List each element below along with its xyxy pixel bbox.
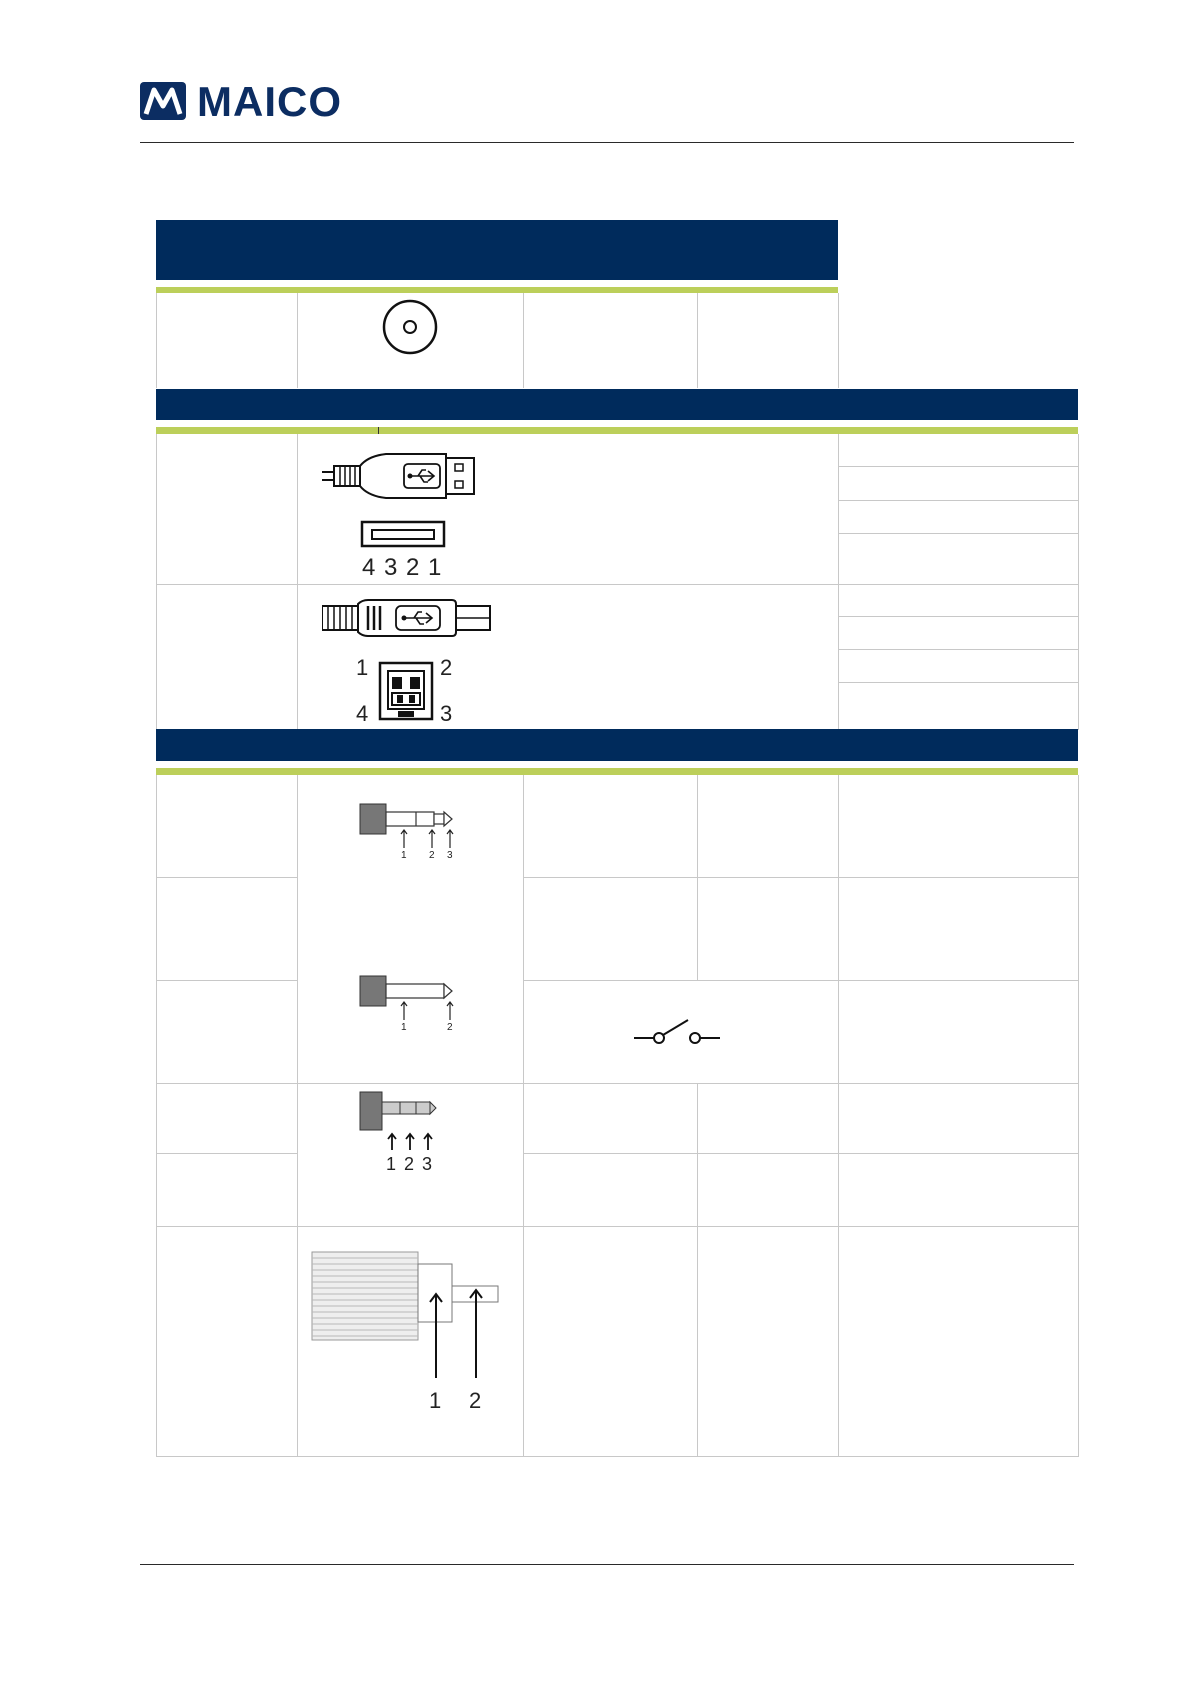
power-table xyxy=(156,293,839,388)
stereo-jack-pin-1: 1 xyxy=(401,850,407,858)
usb-a-pin-3: 3 xyxy=(384,554,398,581)
mono-jack-pin-2: 2 xyxy=(447,1022,453,1030)
usb-b-pin-1: 1 xyxy=(356,655,369,680)
usb-a-receptacle-icon xyxy=(360,520,448,582)
switch-symbol-icon xyxy=(632,1010,722,1050)
mini-jack-pin-3: 3 xyxy=(422,1154,433,1174)
coax-pin-1: 1 xyxy=(429,1388,442,1413)
section-header-jacks xyxy=(156,729,1078,761)
mini-jack-pin-1: 1 xyxy=(386,1154,397,1174)
usb-b-pin-2: 2 xyxy=(440,655,453,680)
usb-b-pin-3: 3 xyxy=(440,701,453,726)
section-underline-jacks xyxy=(156,768,1078,775)
mono-jack-icon xyxy=(358,972,462,1030)
usb-b-plug-icon xyxy=(322,598,494,638)
usb-b-receptacle-icon xyxy=(354,655,466,727)
header xyxy=(0,0,1191,150)
header-divider xyxy=(140,142,1074,143)
coax-plug-icon xyxy=(310,1250,500,1420)
maico-logo-icon xyxy=(140,80,186,122)
section-header-power xyxy=(156,220,838,280)
stereo-jack-pin-2: 2 xyxy=(429,850,435,858)
logo-text: MAICO xyxy=(197,78,342,125)
power-socket-icon xyxy=(380,297,440,357)
usb-a-plug-icon xyxy=(322,450,482,502)
mini-jack-pin-2: 2 xyxy=(404,1154,415,1174)
mini-jack-icon xyxy=(358,1090,448,1174)
section-underline-usb xyxy=(156,427,1078,434)
footer-divider xyxy=(140,1564,1074,1565)
usb-table xyxy=(156,434,1079,730)
mono-jack-pin-1: 1 xyxy=(401,1022,407,1030)
usb-b-pin-4: 4 xyxy=(356,701,369,726)
usb-a-pin-2: 2 xyxy=(406,554,420,581)
stereo-jack-icon xyxy=(358,800,462,858)
usb-a-pin-1: 1 xyxy=(428,554,442,581)
section-header-usb xyxy=(156,389,1078,420)
usb-a-pin-4: 4 xyxy=(362,554,376,581)
stereo-jack-pin-3: 3 xyxy=(447,850,453,858)
coax-pin-2: 2 xyxy=(469,1388,482,1413)
